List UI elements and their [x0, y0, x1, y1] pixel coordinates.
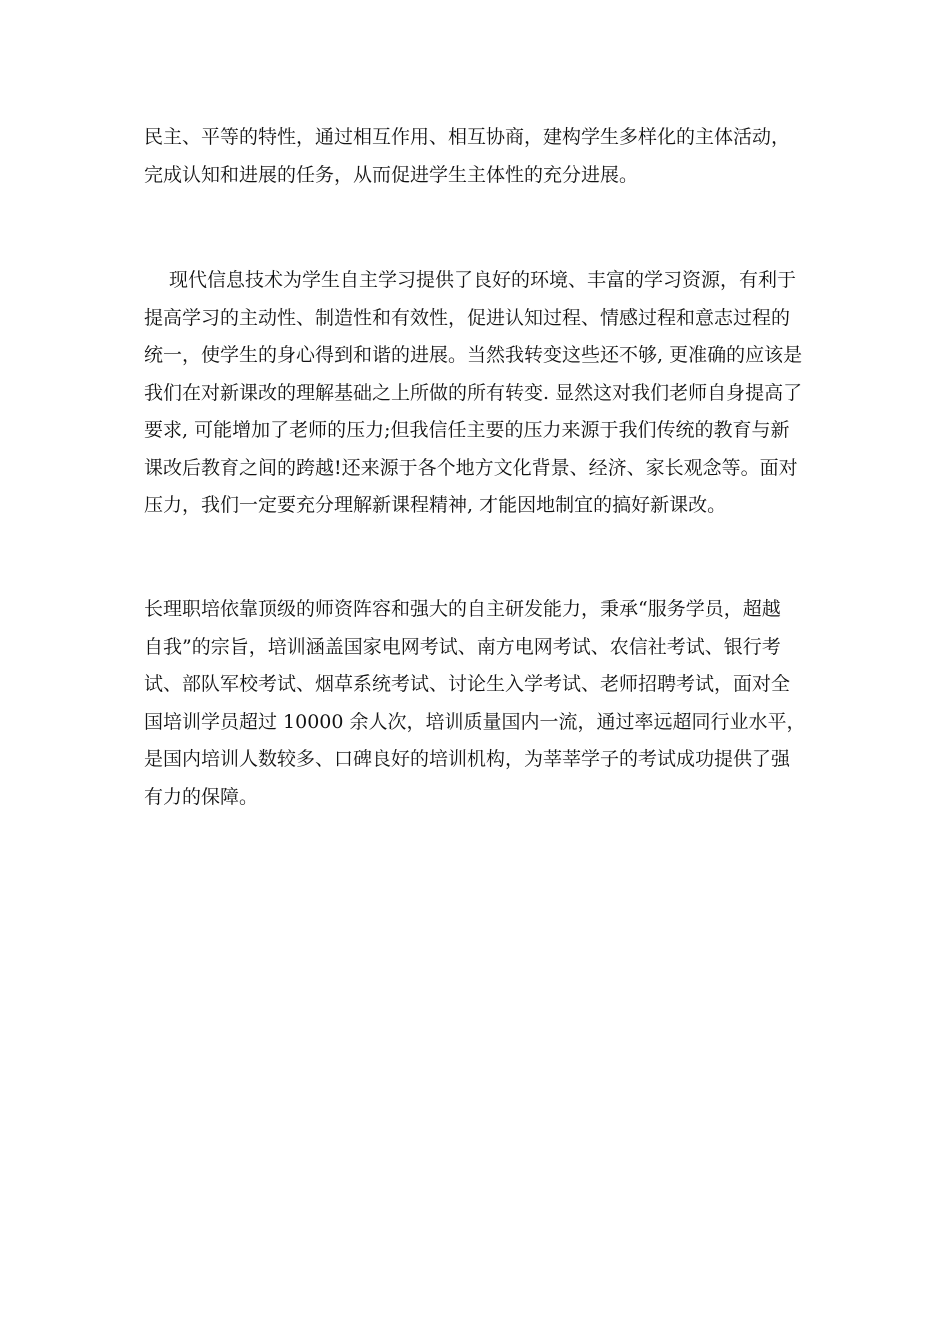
- paragraph-line: 课改后教育之间的跨越!还来源于各个地方文化背景、经济、家长观念等。面对: [144, 456, 798, 479]
- paragraph-line: 提高学习的主动性、制造性和有效性，促进认知过程、情感过程和意志过程的: [144, 306, 791, 329]
- paragraph-line: 自我”的宗旨，培训涵盖国家电网考试、南方电网考试、农信社考试、银行考: [144, 635, 781, 658]
- paragraph-line: 现代信息技术为学生自主学习提供了良好的环境、丰富的学习资源，有利于: [144, 269, 797, 291]
- paragraph-line: 我们在对新课改的理解基础之上所做的所有转变. 显然这对我们老师自身提高了: [144, 381, 803, 404]
- paragraph-line: 完成认知和进展的任务，从而促进学生主体性的充分进展。: [144, 163, 639, 186]
- paragraph-line: 国培训学员超过 10000 余人次，培训质量国内一流，通过率远超同行业水平，: [144, 710, 806, 733]
- paragraph-1: [144, 119, 814, 194]
- paragraph-line: 要求, 可能增加了老师的压力;但我信任主要的压力来源于我们传统的教育与新: [144, 419, 790, 441]
- paragraph-line: 是国内培训人数较多、口碑良好的培训机构，为莘莘学子的考试成功提供了强: [144, 748, 791, 770]
- paragraph-line: 有力的保障。: [144, 785, 259, 808]
- paragraph-line: 统一，使学生的身心得到和谐的进展。当然我转变这些还不够, 更准确的应该是: [144, 344, 803, 366]
- paragraph-line: 试、部队军校考试、烟草系统考试、讨论生入学考试、老师招聘考试，面对全: [144, 673, 791, 695]
- paragraph-2: [144, 262, 814, 525]
- paragraph-line: 压力，我们一定要充分理解新课程精神, 才能因地制宜的搞好新课改。: [144, 494, 727, 516]
- paragraph-line: 民主、平等的特性，通过相互作用、相互协商，建构学生多样化的主体活动，: [144, 126, 791, 148]
- paragraph-line: 长理职培依靠顶级的师资阵容和强大的自主研发能力，秉承“服务学员，超越: [144, 598, 781, 620]
- paragraph-3: [144, 591, 814, 816]
